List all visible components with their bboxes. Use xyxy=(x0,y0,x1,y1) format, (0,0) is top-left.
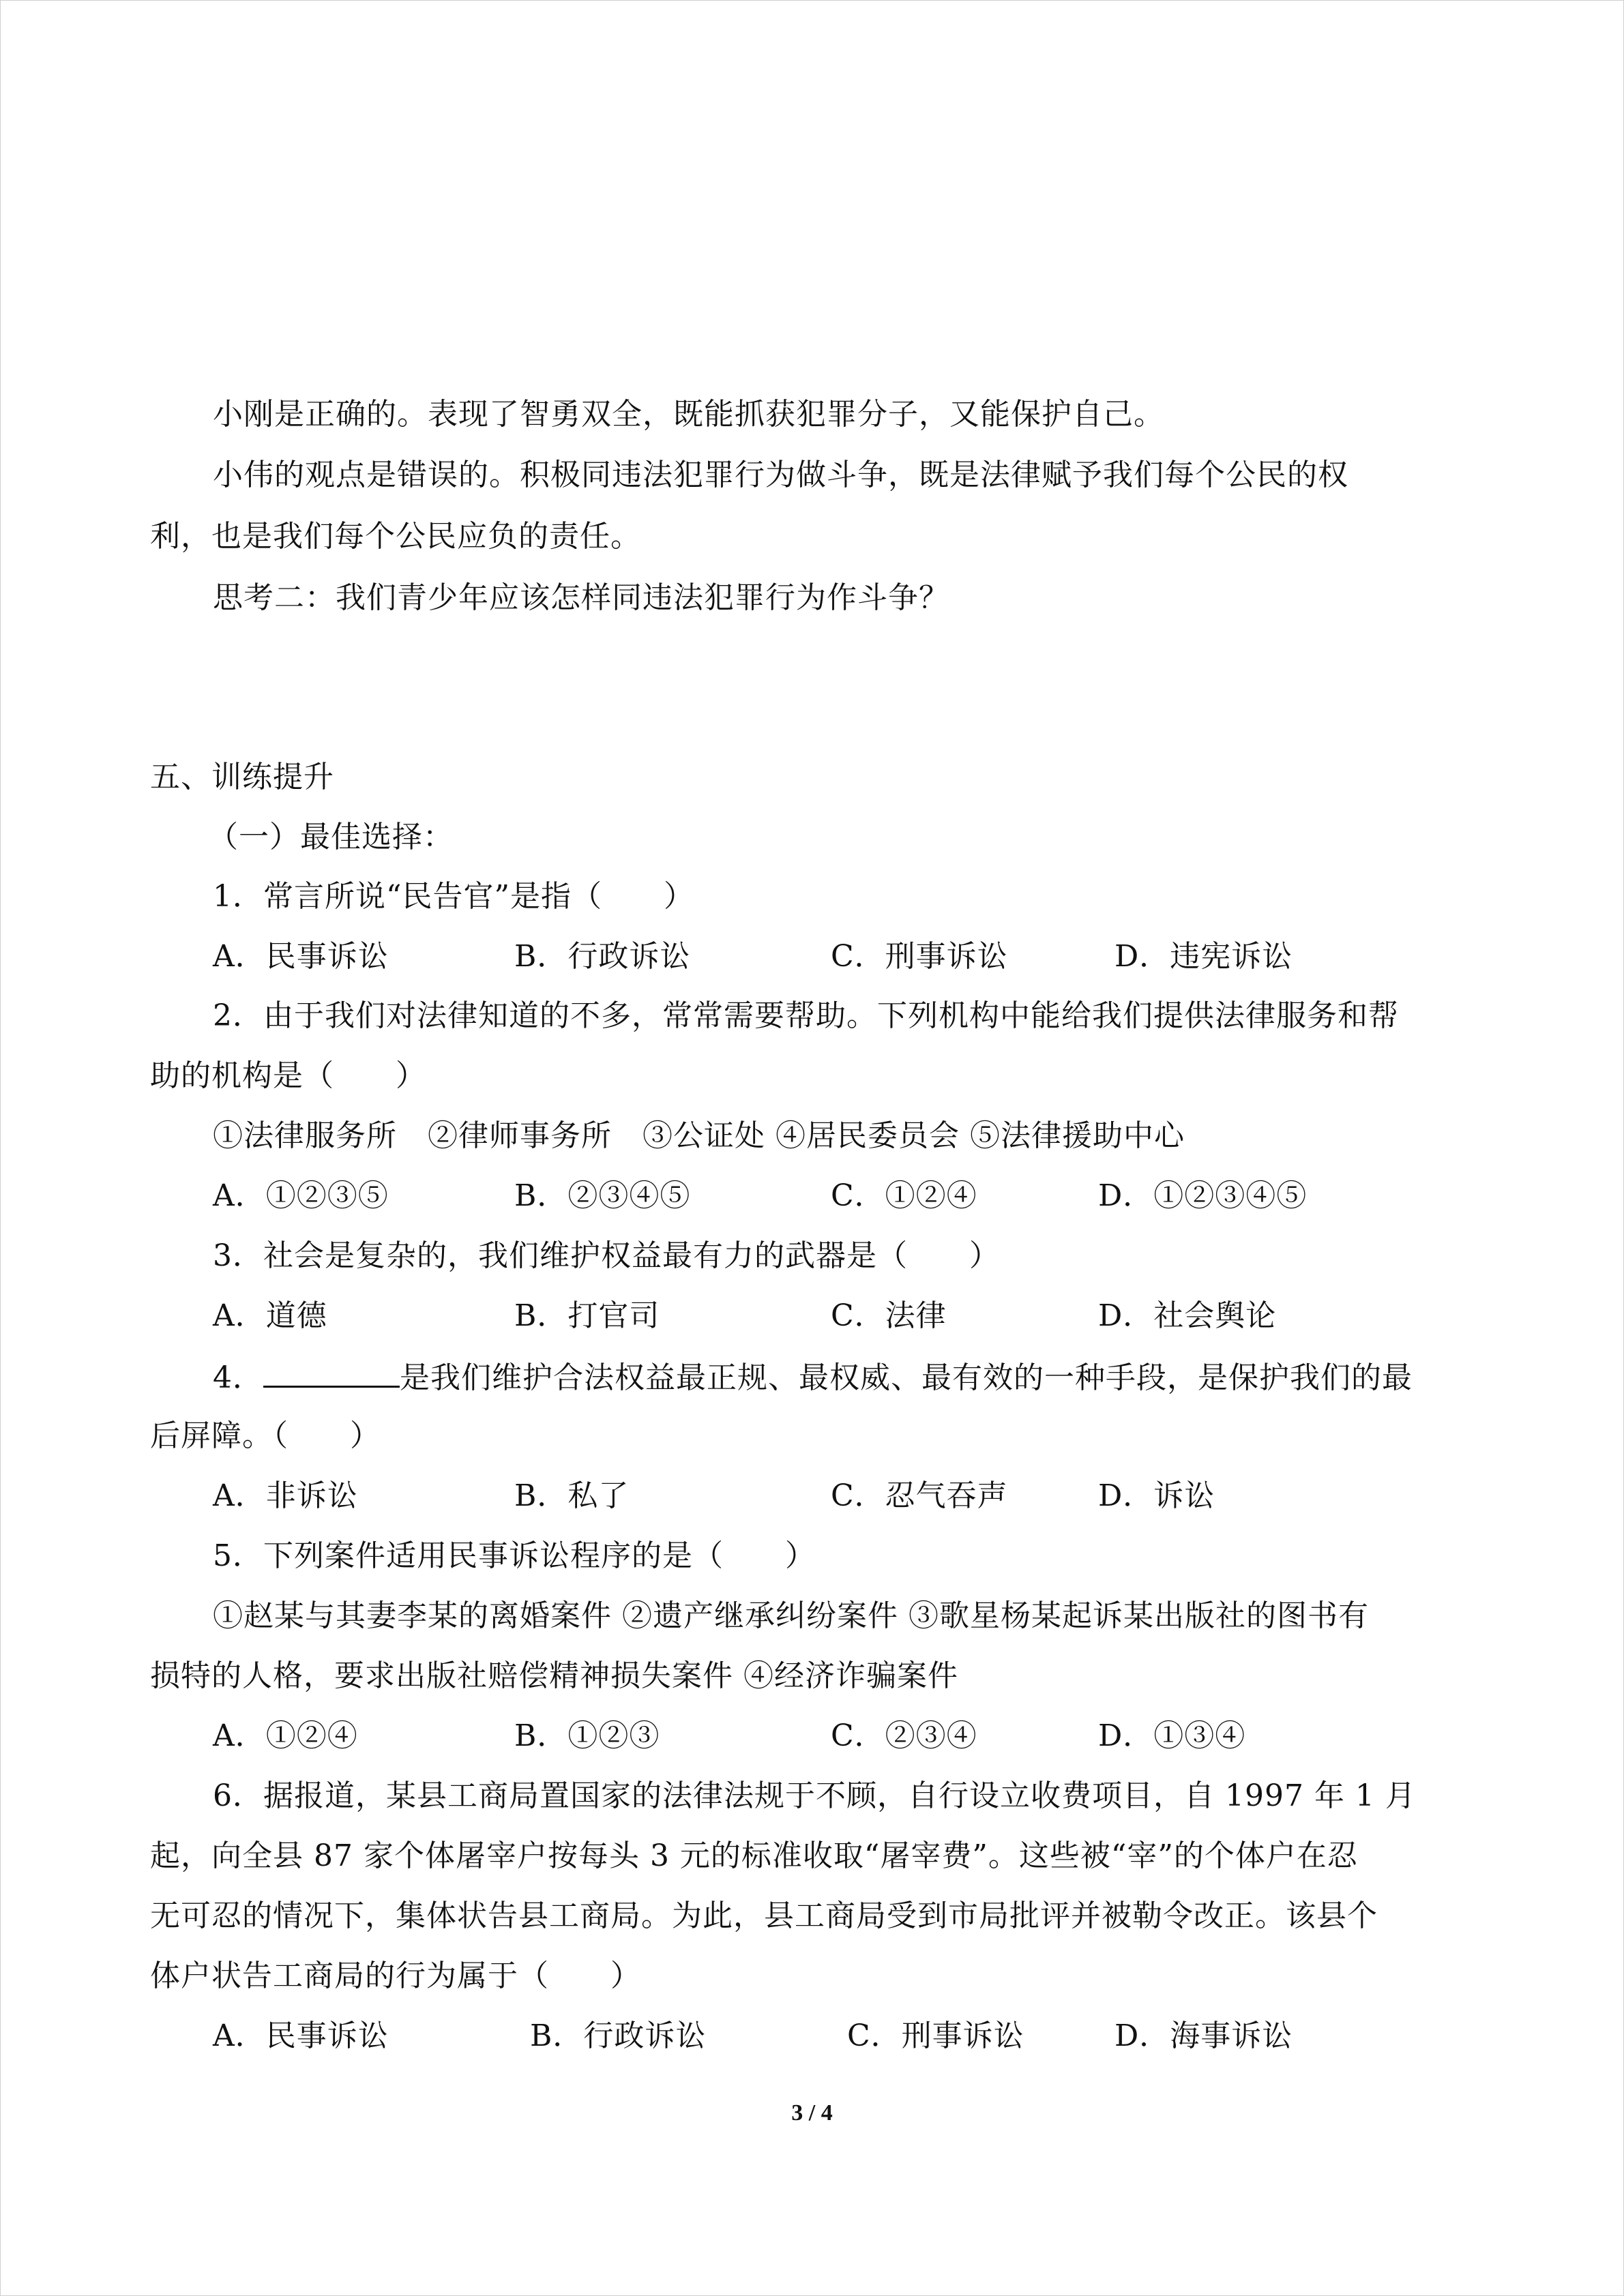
option-d: D．违宪诉讼 xyxy=(1114,939,1293,974)
thinking-question-two: 思考二：我们青少年应该怎样同违法犯罪行为作斗争？ xyxy=(213,580,949,615)
option-c: C．刑事诉讼 xyxy=(847,2018,1024,2053)
option-c: C．法律 xyxy=(831,1298,947,1333)
question-4-number: 4． xyxy=(213,1360,263,1395)
paragraph-xiaowei-line2: 利，也是我们每个公民应负的责任。 xyxy=(150,519,641,554)
section-heading: 五、训练提升 xyxy=(150,760,334,794)
option-b: B．①②③ xyxy=(514,1718,660,1753)
option-a: A．①②④ xyxy=(213,1718,358,1753)
option-a: A．①②③⑤ xyxy=(213,1178,389,1213)
option-c: C．②③④ xyxy=(831,1718,977,1753)
paragraph-xiaowei-line1: 小伟的观点是错误的。积极同违法犯罪行为做斗争，既是法律赋予我们每个公民的权 xyxy=(213,458,1348,492)
question-4-options xyxy=(213,1476,1372,1517)
question-1-stem: 1．常言所说“民告官”是指（ ） xyxy=(213,879,694,914)
option-c: C．①②④ xyxy=(831,1178,977,1213)
question-4-stem-line1 xyxy=(213,1356,1413,1399)
question-1-options xyxy=(213,936,1372,977)
question-6-options xyxy=(213,2016,1372,2057)
option-c: C．忍气吞声 xyxy=(831,1478,1008,1513)
question-4-stem-text: 是我们维护合法权益最正规、最权威、最有效的一种手段，是保护我们的最 xyxy=(400,1360,1413,1395)
option-b: B．私了 xyxy=(514,1478,630,1513)
fill-in-blank xyxy=(263,1356,400,1388)
question-4-stem-line2: 后屏障。（ ） xyxy=(150,1418,381,1453)
section-subheading: （一）最佳选择： xyxy=(208,820,454,854)
question-3-options xyxy=(213,1296,1372,1337)
question-2-options xyxy=(213,1176,1372,1217)
paragraph-xiaogang: 小刚是正确的。表现了智勇双全，既能抓获犯罪分子，又能保护自己。 xyxy=(213,397,1164,432)
question-6-stem-line4: 体户状告工商局的行为属于（ ） xyxy=(150,1958,641,1993)
question-5-stem: 5．下列案件适用民事诉讼程序的是（ ） xyxy=(213,1538,816,1573)
option-c: C．刑事诉讼 xyxy=(831,939,1008,974)
option-b: B．打官司 xyxy=(514,1298,660,1333)
question-6-stem-line2: 起，向全县 87 家个体屠宰户按每头 3 元的标准收取“屠宰费”。这些被“宰”的个体户在忍 xyxy=(150,1838,1358,1873)
option-d: D．诉讼 xyxy=(1098,1478,1215,1513)
option-b: B．行政诉讼 xyxy=(530,2018,707,2053)
question-6-stem-line3: 无可忍的情况下，集体状告县工商局。为此，县工商局受到市局批评并被勒令改正。该县个 xyxy=(150,1898,1378,1933)
option-d: D．海事诉讼 xyxy=(1114,2018,1293,2053)
question-2-stem-line2: 助的机构是（ ） xyxy=(150,1058,426,1093)
option-d: D．①③④ xyxy=(1098,1718,1246,1753)
option-a: A．民事诉讼 xyxy=(213,939,389,974)
option-a: A．非诉讼 xyxy=(213,1478,358,1513)
option-a: A．民事诉讼 xyxy=(213,2018,389,2053)
option-b: B．行政诉讼 xyxy=(514,939,691,974)
option-a: A．道德 xyxy=(213,1298,327,1333)
question-5-items-line2: 损特的人格，要求出版社赔偿精神损失案件 ④经济诈骗案件 xyxy=(150,1658,958,1693)
option-d: D．①②③④⑤ xyxy=(1098,1178,1308,1213)
question-2-stem-line1: 2．由于我们对法律知道的不多，常常需要帮助。下列机构中能给我们提供法律服务和帮 xyxy=(213,998,1399,1033)
question-5-items-line1: ①赵某与其妻李某的离婚案件 ②遗产继承纠纷案件 ③歌星杨某起诉某出版社的图书有 xyxy=(213,1598,1369,1633)
question-6-stem-line1: 6．据报道，某县工商局置国家的法律法规于不顾，自行设立收费项目，自 1997 年 1 月 xyxy=(213,1778,1416,1813)
option-b: B．②③④⑤ xyxy=(514,1178,691,1213)
question-2-items: ①法律服务所 ②律师事务所 ③公证处 ④居民委员会 ⑤法律援助中心 xyxy=(213,1118,1185,1153)
option-d: D．社会舆论 xyxy=(1098,1298,1277,1333)
question-3-stem: 3．社会是复杂的，我们维护权益最有力的武器是（ ） xyxy=(213,1238,1000,1273)
question-5-options xyxy=(213,1716,1372,1757)
page-number: 3 / 4 xyxy=(791,2100,833,2126)
